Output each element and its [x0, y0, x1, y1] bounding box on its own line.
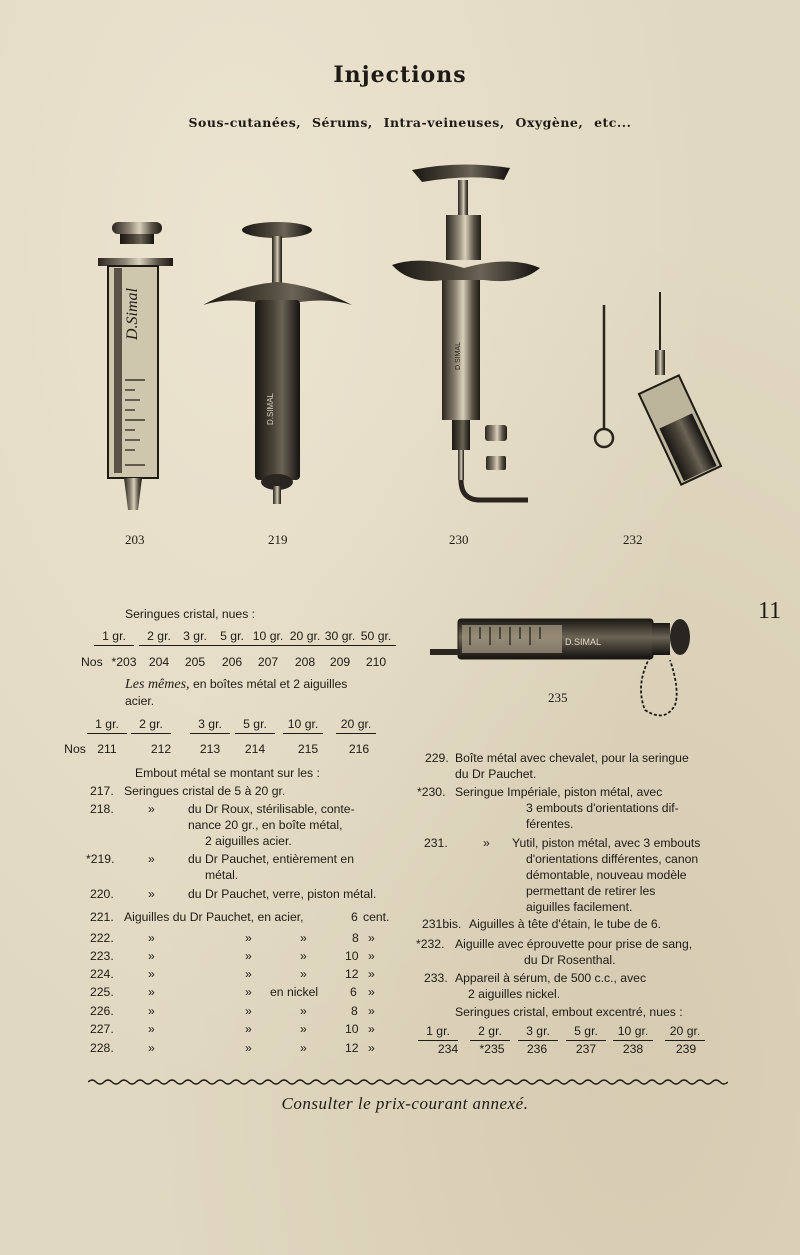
memes-line-2: acier.: [125, 694, 155, 708]
aiguille-unit: »: [368, 1041, 375, 1055]
engraving-203: D.Simal: [124, 288, 141, 340]
num-cell: 239: [675, 1042, 697, 1056]
num-cell: 215: [297, 742, 319, 756]
ditto-mark: »: [245, 1041, 252, 1055]
item-line: du Dr Pauchet.: [455, 767, 537, 781]
aiguille-num: 221.: [90, 910, 114, 924]
engraving-230: D.SIMAL: [455, 341, 462, 370]
num-cell: 214: [244, 742, 266, 756]
size-cell: 5 gr.: [235, 716, 275, 734]
item-num: 220.: [90, 887, 114, 901]
aiguille-num: 227.: [90, 1022, 114, 1036]
nums-prefix: Nos: [64, 742, 86, 756]
item-line: du Dr Roux, stérilisable, conte-: [188, 802, 355, 816]
size-cell: 10 gr.: [283, 716, 323, 734]
ditto-mark: »: [148, 1004, 155, 1018]
item-line: 2 aiguilles nickel.: [468, 987, 561, 1001]
ditto-mark: »: [300, 967, 307, 981]
ditto-mark: »: [245, 931, 252, 945]
aiguille-unit: »: [368, 985, 375, 999]
aiguille-count: 6: [350, 985, 357, 999]
size-cell: 5 gr.: [212, 628, 252, 646]
ditto-mark: »: [483, 836, 490, 850]
ditto-mark: »: [245, 985, 252, 999]
aiguille-count: 8: [351, 1004, 358, 1018]
ditto-mark: »: [148, 967, 155, 981]
num-cell: 216: [348, 742, 370, 756]
size-cell: 20 gr.: [285, 628, 325, 646]
aiguille-desc: Aiguilles du Dr Pauchet, en acier,: [124, 910, 304, 924]
figure-label-232: 232: [623, 532, 643, 547]
ditto-mark: »: [300, 931, 307, 945]
aiguille-count: 10: [345, 949, 359, 963]
aiguille-count: 8: [352, 931, 359, 945]
ditto-mark: »: [245, 1004, 252, 1018]
aiguille-unit: »: [368, 1022, 375, 1036]
num-cell: 207: [257, 655, 279, 669]
aiguille-unit: »: [368, 931, 375, 945]
size-cell: 1 gr.: [94, 628, 134, 646]
footer-note: Consulter le prix-courant annexé.: [281, 1094, 529, 1113]
engraving-219: D.SIMAL: [266, 392, 275, 425]
item-line: du Dr Rosenthal.: [524, 953, 616, 967]
item-line: 3 embouts d'orientations dif-: [526, 801, 679, 815]
excentre-heading: Seringues cristal, embout excentré, nues :: [455, 1005, 683, 1019]
item-num: 231bis.: [422, 917, 462, 931]
aiguille-count: 12: [345, 1041, 359, 1055]
size-cell: 20 gr.: [665, 1023, 705, 1041]
item-line: 2 aiguilles acier.: [205, 834, 292, 848]
ditto-mark: »: [148, 1022, 155, 1036]
item-num: 233.: [424, 971, 448, 985]
item-num: 229.: [425, 751, 449, 765]
item-num: 231.: [424, 836, 448, 850]
ditto-mark: »: [245, 949, 252, 963]
figure-label-203: 203: [125, 532, 145, 547]
ditto-mark: »: [148, 887, 155, 901]
page-subtitle: Sous-cutanées, Sérums, Intra-veineuses, Oxygène, etc...: [188, 115, 632, 130]
ditto-mark: »: [300, 1004, 307, 1018]
page-number: 11: [758, 598, 782, 624]
size-cell: 2 gr.: [131, 716, 171, 734]
aiguille-unit: »: [368, 949, 375, 963]
num-cell: 208: [294, 655, 316, 669]
size-cell: 10 gr.: [248, 628, 288, 646]
figure-label-219: 219: [268, 532, 288, 547]
memes-rest: en boîtes métal et 2 aiguilles: [192, 677, 348, 691]
item-line: du Dr Pauchet, entièrement en: [188, 852, 354, 866]
aiguille-num: 228.: [90, 1041, 114, 1055]
memes-line: [125, 676, 347, 693]
size-cell: 2 gr.: [139, 628, 179, 646]
num-cell: 213: [199, 742, 221, 756]
item-num: 217.: [90, 784, 114, 798]
ditto-mark: »: [148, 802, 155, 816]
size-cell: 1 gr.: [87, 716, 127, 734]
needle-232-illustration: [595, 292, 721, 485]
aiguille-num: 226.: [90, 1004, 114, 1018]
num-cell: 211: [97, 742, 117, 756]
syringe-235-drawing: [420, 605, 700, 730]
ditto-mark: »: [300, 1041, 307, 1055]
size-cell: 10 gr.: [613, 1023, 653, 1041]
num-cell: 212: [150, 742, 172, 756]
syringe-illustrations: [0, 150, 800, 530]
item-num: *232.: [416, 937, 445, 951]
ditto-mark: »: [148, 931, 155, 945]
memes-italic: Les mêmes,: [125, 677, 190, 692]
aiguille-num: 224.: [90, 967, 114, 981]
size-cell: 1 gr.: [418, 1023, 458, 1041]
size-cell: 20 gr.: [336, 716, 376, 734]
num-cell: *235: [479, 1042, 505, 1056]
aiguille-num: 223.: [90, 949, 114, 963]
item-line: Aiguille avec éprouvette pour prise de sang,: [455, 937, 693, 951]
ditto-mark: »: [148, 985, 155, 999]
ditto-mark: »: [245, 1022, 252, 1036]
figure-label-235: 235: [548, 690, 568, 705]
ditto-mark: »: [300, 1022, 307, 1036]
size-cell: 50 gr.: [356, 628, 396, 646]
aiguille-count: 12: [345, 967, 359, 981]
aiguille-unit: »: [368, 1004, 375, 1018]
num-cell: 204: [148, 655, 170, 669]
num-cell: *203: [111, 655, 137, 669]
item-line: férentes.: [526, 817, 574, 831]
wavy-divider: [88, 1075, 728, 1089]
item-line: Seringue Impériale, piston métal, avec: [455, 785, 663, 799]
aiguille-unit: cent.: [363, 910, 390, 924]
num-cell: 234: [437, 1042, 459, 1056]
ditto-mark: »: [148, 852, 155, 866]
item-line: aiguilles facilement.: [526, 900, 633, 914]
size-cell: 30 gr.: [320, 628, 360, 646]
ditto-mark: »: [300, 949, 307, 963]
num-cell: 237: [575, 1042, 597, 1056]
size-cell: 3 gr.: [175, 628, 215, 646]
ditto-mark: »: [245, 967, 252, 981]
item-line: Seringues cristal de 5 à 20 gr.: [124, 784, 286, 798]
num-cell: 210: [365, 655, 387, 669]
num-cell: 205: [184, 655, 206, 669]
item-line: d'orientations différentes, canon: [526, 852, 699, 866]
aiguille-unit: »: [368, 967, 375, 981]
aiguille-count: 6: [351, 910, 358, 924]
item-line: permettant de retirer les: [526, 884, 656, 898]
num-cell: 206: [221, 655, 243, 669]
aiguille-num: 222.: [90, 931, 114, 945]
figure-label-230: 230: [449, 532, 469, 547]
num-cell: 236: [526, 1042, 548, 1056]
syringe-203-illustration: [98, 222, 173, 510]
item-line: démontable, nouveau modèle: [526, 868, 687, 882]
size-cell: 3 gr.: [190, 716, 230, 734]
num-cell: 209: [329, 655, 351, 669]
ditto-mark: »: [148, 1041, 155, 1055]
syringe-219-illustration: [203, 222, 352, 504]
item-num: *219.: [86, 852, 115, 866]
nums-prefix: Nos: [81, 655, 103, 669]
syringe-230-illustration: [392, 164, 540, 500]
aiguille-count: 10: [345, 1022, 359, 1036]
item-line: métal.: [205, 868, 239, 882]
engraving-235: D.SIMAL: [565, 637, 602, 647]
item-line: Aiguilles à tête d'étain, le tube de 6.: [469, 917, 662, 931]
item-line: Yutil, piston métal, avec 3 embouts: [512, 836, 701, 850]
size-cell: 5 gr.: [566, 1023, 606, 1041]
size-cell: 3 gr.: [518, 1023, 558, 1041]
aiguille-material: en nickel: [270, 985, 319, 999]
embout-heading: Embout métal se montant sur les :: [135, 766, 320, 780]
page-title: Injections: [333, 62, 467, 88]
item-num: *230.: [417, 785, 446, 799]
item-line: nance 20 gr., en boîte métal,: [188, 818, 343, 832]
size-cell: 2 gr.: [470, 1023, 510, 1041]
ditto-mark: »: [148, 949, 155, 963]
item-line: Boîte métal avec chevalet, pour la seringue: [455, 751, 689, 765]
num-cell: 238: [622, 1042, 644, 1056]
item-num: 218.: [90, 802, 114, 816]
aiguille-num: 225.: [90, 985, 114, 999]
crystal-heading: Seringues cristal, nues :: [125, 607, 256, 621]
item-line: du Dr Pauchet, verre, piston métal.: [188, 887, 377, 901]
item-line: Appareil à sérum, de 500 c.c., avec: [455, 971, 647, 985]
